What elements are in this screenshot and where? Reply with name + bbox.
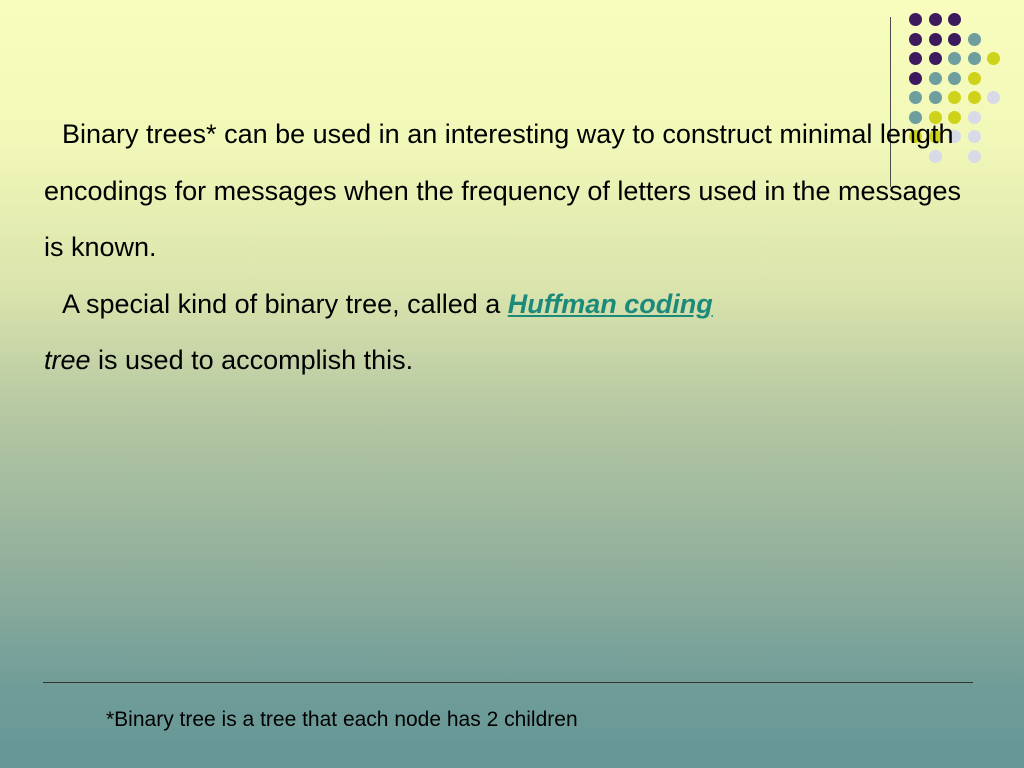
yellow-dot [968, 72, 981, 85]
yellow-dot [987, 52, 1000, 65]
purple-dot [909, 33, 922, 46]
paragraph-binary-trees [44, 106, 974, 276]
teal-dot [968, 52, 981, 65]
yellow-dot [968, 91, 981, 104]
purple-dot [909, 13, 922, 26]
paragraph-huffman-end: is used to accomplish this. [90, 345, 414, 375]
purple-dot [909, 72, 922, 85]
teal-dot [929, 72, 942, 85]
teal-dot [948, 52, 961, 65]
paragraph-binary-trees-text: Binary trees* can be used in an interesting way to construct minimal length encodings for messages when the frequency of letters used in the messages is known. [44, 119, 962, 262]
huffman-coding-link[interactable]: Huffman coding [507, 288, 713, 319]
purple-dot [929, 33, 942, 46]
yellow-dot [948, 91, 961, 104]
purple-dot [929, 13, 942, 26]
purple-dot [909, 52, 922, 65]
teal-dot [909, 91, 922, 104]
light-dot [987, 91, 1000, 104]
paragraph-huffman [44, 276, 974, 389]
teal-dot [929, 91, 942, 104]
teal-dot [948, 72, 961, 85]
footnote-divider [43, 682, 973, 683]
purple-dot [948, 13, 961, 26]
slide-body [44, 106, 974, 389]
footnote: *Binary tree is a tree that each node has 2 children [106, 708, 578, 731]
teal-dot [968, 33, 981, 46]
paragraph-huffman-intro: A special kind of binary tree, called a [62, 288, 508, 319]
purple-dot [948, 33, 961, 46]
tree-word: tree [44, 345, 91, 375]
purple-dot [929, 52, 942, 65]
